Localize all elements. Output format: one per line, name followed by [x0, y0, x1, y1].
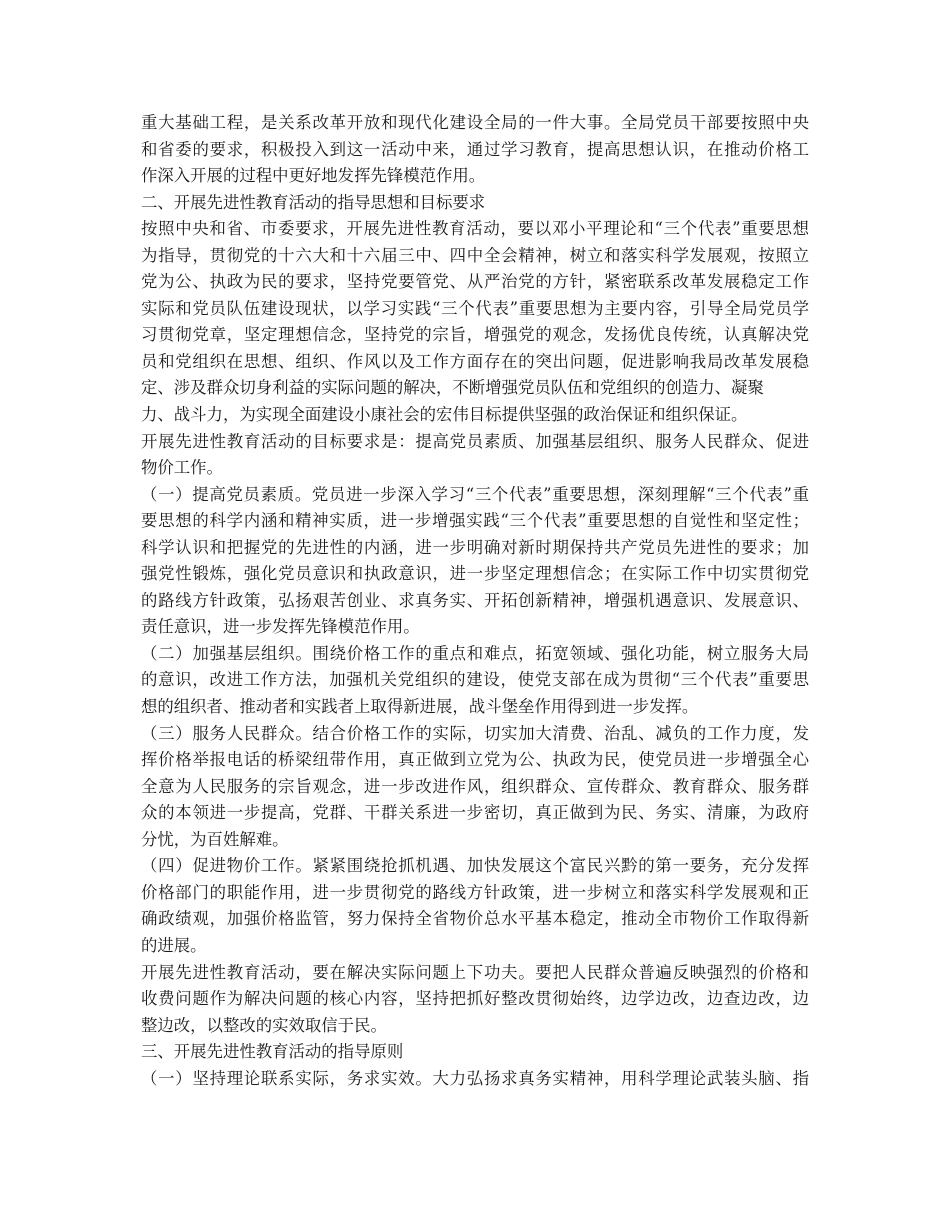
text-line: 二、开展先进性教育活动的指导思想和目标要求 [141, 192, 486, 212]
text-line: （一）提高党员素质。党员进一步深入学习“三个代表”重要思想，深刻理解“三个代表”重 [141, 484, 809, 504]
text-line: 确政绩观，加强价格监管，努力保持全省物价总水平基本稳定，推动全市物价工作取得新 [141, 909, 809, 929]
text-line: 的路线方针政策，弘扬艰苦创业、求真务实、开拓创新精神，增强机遇意识、发展意识、 [141, 590, 809, 610]
text-line: 习贯彻党章，坚定理想信念，坚持党的宗旨，增强党的观念，发扬优良传统，认真解决党 [141, 325, 809, 345]
text-line: 要思想的科学内涵和精神实质，进一步增强实践“三个代表”重要思想的自觉性和坚定性； [141, 511, 809, 531]
text-line: 收费问题作为解决问题的核心内容，坚持把抓好整改贯彻始终，边学边改，边查边改，边 [141, 989, 809, 1009]
text-line: 定、涉及群众切身利益的实际问题的解决，不断增强党员队伍和党组织的创造力、凝聚 [141, 378, 764, 398]
text-line: 的意识，改进工作方法，加强机关党组织的建设，使党支部在成为贯彻“三个代表”重要思 [141, 670, 809, 690]
text-line: 众的本领进一步提高，党群、干群关系进一步密切，真正做到为民、务实、清廉，为政府 [141, 803, 809, 823]
document-body [141, 110, 809, 1092]
text-line: 价格部门的职能作用，进一步贯彻党的路线方针政策，进一步树立和落实科学发展观和正 [141, 882, 809, 902]
text-line: 实际和党员队伍建设现状，以学习实践“三个代表”重要思想为主要内容，引导全局党员学 [141, 298, 809, 318]
text-line: 科学认识和把握党的先进性的内涵，进一步明确对新时期保持共产党员先进性的要求；加 [141, 537, 809, 557]
text-line: 物价工作。 [141, 458, 223, 478]
text-line: 重大基础工程，是关系改革开放和现代化建设全局的一件大事。全局党员干部要按照中央 [141, 113, 809, 132]
text-line: 全意为人民服务的宗旨观念，进一步改进作风，组织群众、宣传群众、教育群众、服务群 [141, 776, 809, 796]
text-line: 强党性锻炼，强化党员意识和执政意识，进一步坚定理想信念；在实际工作中切实贯彻党 [141, 564, 809, 584]
text-line: 想的组织者、推动者和实践者上取得新进展，战斗堡垒作用得到进一步发挥。 [141, 697, 699, 717]
text-line: 责任意识，进一步发挥先锋模范作用。 [141, 617, 420, 637]
text-line: 整边改，以整改的实效取信于民。 [141, 1015, 387, 1035]
text-line: 为指导，贯彻党的十六大和十六届三中、四中全会精神，树立和落实科学发展观，按照立 [141, 245, 809, 265]
text-line: （三）服务人民群众。结合价格工作的实际，切实加大清费、治乱、减负的工作力度，发 [141, 723, 809, 743]
text-line: （二）加强基层组织。围绕价格工作的重点和难点，拓宽领域、强化功能，树立服务大局 [141, 643, 809, 663]
text-line: （一）坚持理论联系实际，务求实效。大力弘扬求真务实精神，用科学理论武装头脑、指 [141, 1068, 809, 1088]
text-line: （四）促进物价工作。紧紧围绕抢抓机遇、加快发展这个富民兴黔的第一要务，充分发挥 [141, 856, 809, 876]
text-line: 的进展。 [141, 935, 207, 955]
text-line: 分忧，为百姓解难。 [141, 829, 289, 849]
text-line: 挥价格举报电话的桥梁纽带作用，真正做到立党为公、执政为民，使党员进一步增强全心 [141, 750, 809, 770]
text-line: 开展先进性教育活动，要在解决实际问题上下功夫。要把人民群众普遍反映强烈的价格和 [141, 962, 809, 982]
text-line: 员和党组织在思想、组织、作风以及工作方面存在的突出问题，促进影响我局改革发展稳 [141, 351, 809, 371]
text-line: 三、开展先进性教育活动的指导原则 [141, 1042, 404, 1062]
text-line: 党为公、执政为民的要求，坚持党要管党、从严治党的方针，紧密联系改革发展稳定工作 [141, 272, 809, 292]
text-line: 作深入开展的过程中更好地发挥先锋模范作用。 [141, 166, 486, 186]
text-line: 开展先进性教育活动的目标要求是：提高党员素质、加强基层组织、服务人民群众、促进 [141, 431, 809, 451]
text-line: 按照中央和省、市委要求，开展先进性教育活动，要以邓小平理论和“三个代表”重要思想 [141, 219, 809, 239]
text-line: 和省委的要求，积极投入到这一活动中来，通过学习教育，提高思想认识，在推动价格工 [141, 139, 809, 159]
text-line: 力、战斗力，为实现全面建设小康社会的宏伟目标提供坚强的政治保证和组织保证。 [141, 405, 748, 425]
